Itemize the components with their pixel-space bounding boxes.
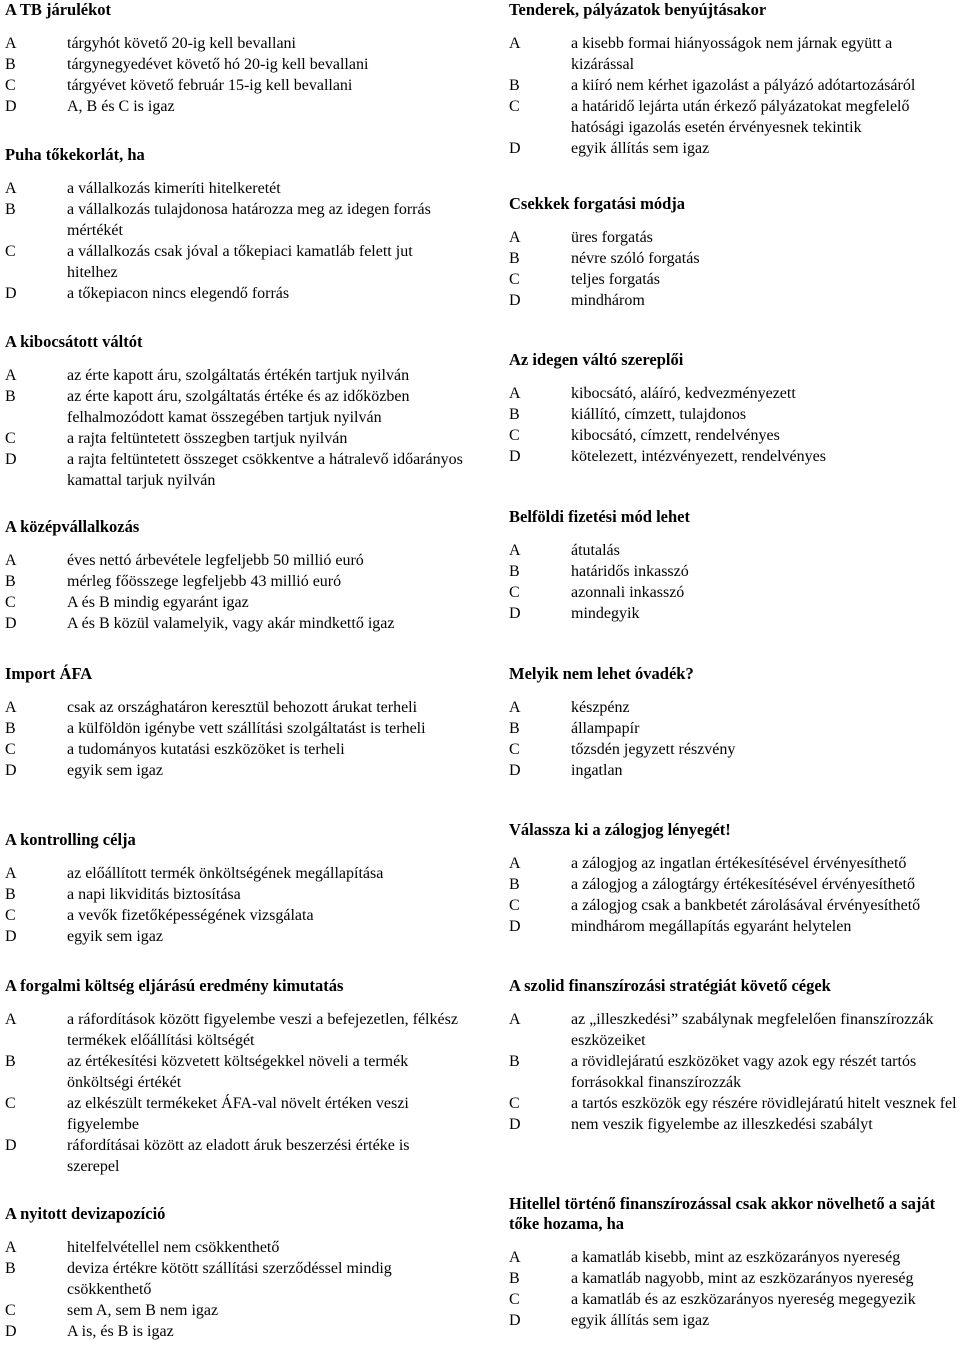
option-letter: C	[509, 1291, 520, 1308]
option-text: a tőkepiacon nincs elegendő forrás	[67, 285, 290, 302]
option-letter: B	[5, 720, 16, 737]
answer-option-d	[509, 1310, 959, 1331]
option-letter: A	[5, 35, 17, 52]
option-letter: C	[509, 584, 520, 601]
question-block	[509, 507, 959, 624]
option-text: tárgyévet követő február 15-ig kell bevallani	[67, 77, 353, 94]
option-letter: C	[509, 741, 520, 758]
question-block	[5, 0, 465, 117]
option-text: a zálogjog az ingatlan értékesítésével érvényesíthető	[571, 855, 907, 872]
option-text: a napi likviditás biztosítása	[67, 886, 241, 903]
option-letter: C	[509, 98, 520, 115]
answer-option-d	[509, 290, 959, 311]
option-text: a határidő lejárta után érkező pályázatokat megfelelő hatósági igazolás esetén érvényesnek tekintik	[571, 98, 910, 136]
answer-options	[5, 365, 465, 491]
question-title: A szolid finanszírozási stratégiát követő cégek	[509, 976, 831, 995]
answer-option-d	[5, 926, 465, 947]
option-letter: B	[509, 720, 520, 737]
option-text: teljes forgatás	[571, 271, 661, 288]
option-text: a vállalkozás kimeríti hitelkeretét	[67, 180, 281, 197]
option-letter: A	[5, 552, 17, 569]
option-letter: D	[5, 285, 17, 302]
option-letter: D	[5, 1137, 17, 1154]
answer-option-d	[5, 96, 465, 117]
option-text: az érte kapott áru, szolgáltatás értéke és az időközben felhalmozódott kamat összegében tartjuk nyilván	[67, 388, 410, 426]
option-letter: C	[5, 77, 16, 94]
answer-options	[509, 540, 959, 624]
question-block	[509, 976, 959, 1135]
option-text: mindegyik	[571, 605, 640, 622]
option-text: kötelezett, intézvényezett, rendelvényes	[571, 448, 826, 465]
option-letter: C	[5, 430, 16, 447]
option-text: névre szóló forgatás	[571, 250, 700, 267]
option-text: A és B közül valamelyik, vagy akár mindkettő igaz	[67, 615, 395, 632]
option-letter: D	[5, 928, 17, 945]
option-letter: C	[5, 1302, 16, 1319]
option-text: tárgyhót követő 20-ig kell bevallani	[67, 35, 296, 52]
option-letter: C	[509, 271, 520, 288]
option-text: éves nettó árbevétele legfeljebb 50 millió euró	[67, 552, 364, 569]
answer-option-a	[509, 540, 959, 561]
answer-option-b	[509, 75, 959, 96]
answer-option-a	[5, 697, 465, 718]
option-text: mindhárom	[571, 292, 645, 309]
answer-option-a	[5, 1237, 465, 1258]
option-letter: B	[5, 388, 16, 405]
option-letter: D	[509, 140, 521, 157]
answer-option-b	[5, 199, 465, 241]
option-text: A és B mindig egyaránt igaz	[67, 594, 249, 611]
option-letter: B	[509, 1053, 520, 1070]
answer-option-a	[509, 1247, 959, 1268]
answer-options	[509, 853, 959, 937]
answer-options	[5, 178, 465, 304]
option-letter: B	[509, 406, 520, 423]
question-title: Belföldi fizetési mód lehet	[509, 507, 691, 526]
option-text: üres forgatás	[571, 229, 653, 246]
option-text: készpénz	[571, 699, 630, 716]
option-text: a tartós eszközök egy részére rövidlejáratú hitelt vesznek fel	[571, 1095, 957, 1112]
answer-option-b	[5, 1258, 465, 1300]
option-text: a kamatláb nagyobb, mint az eszközarányos nyereség	[571, 1270, 914, 1287]
answer-options	[5, 1009, 465, 1177]
option-letter: A	[5, 367, 17, 384]
answer-option-d	[509, 138, 959, 159]
answer-option-c	[5, 75, 465, 96]
answer-option-a	[5, 178, 465, 199]
answer-option-d	[509, 916, 959, 937]
option-letter: B	[5, 886, 16, 903]
answer-option-d	[509, 446, 959, 467]
option-letter: A	[5, 1011, 17, 1028]
option-text: a ráfordítások között figyelembe veszi a befejezetlen, félkész termékek előállítási költségét	[67, 1011, 458, 1049]
answer-option-c	[5, 739, 465, 760]
question-block	[509, 1194, 959, 1331]
option-letter: D	[5, 451, 17, 468]
question-block	[509, 194, 959, 311]
question-title: A kibocsátott váltót	[5, 332, 143, 351]
question-block	[5, 976, 465, 1177]
answer-option-a	[509, 383, 959, 404]
answer-option-c	[5, 905, 465, 926]
answer-option-c	[509, 739, 959, 760]
option-letter: B	[509, 77, 520, 94]
option-text: sem A, sem B nem igaz	[67, 1302, 219, 1319]
option-letter: D	[5, 615, 17, 632]
answer-option-d	[5, 1135, 465, 1177]
option-text: mérleg főösszege legfeljebb 43 millió euró	[67, 573, 342, 590]
answer-option-a	[5, 33, 465, 54]
option-text: a kisebb formai hiányosságok nem járnak együtt a kizárással	[571, 35, 893, 73]
option-text: a külföldön igénybe vett szállítási szolgáltatást is terheli	[67, 720, 426, 737]
question-title: Válassza ki a zálogjog lényegét!	[509, 820, 731, 839]
answer-option-a	[5, 365, 465, 386]
option-text: a zálogjog a zálogtárgy értékesítésével érvényesíthető	[571, 876, 915, 893]
answer-option-c	[509, 1289, 959, 1310]
question-title: A középvállalkozás	[5, 517, 140, 536]
question-title: Puha tőkekorlát, ha	[5, 145, 145, 164]
answer-option-b	[5, 54, 465, 75]
question-block	[509, 350, 959, 467]
option-letter: A	[5, 1239, 17, 1256]
question-title: Csekkek forgatási módja	[509, 194, 685, 213]
option-letter: D	[509, 448, 521, 465]
option-letter: C	[5, 1095, 16, 1112]
answer-options	[509, 1247, 959, 1331]
answer-option-b	[5, 718, 465, 739]
answer-options	[509, 227, 959, 311]
option-text: a zálogjog csak a bankbetét zárolásával érvényesíthető	[571, 897, 921, 914]
option-text: az „illeszkedési” szabálynak megfelelően finanszírozzák eszközeiket	[571, 1011, 934, 1049]
answer-options	[509, 383, 959, 467]
answer-option-c	[509, 1093, 959, 1114]
answer-option-b	[5, 571, 465, 592]
answer-option-b	[509, 404, 959, 425]
option-letter: B	[5, 56, 16, 73]
option-text: határidős inkasszó	[571, 563, 689, 580]
option-text: tőzsdén jegyzett részvény	[571, 741, 736, 758]
option-letter: A	[509, 1249, 521, 1266]
option-letter: A	[5, 865, 17, 882]
option-letter: D	[5, 1323, 17, 1340]
answer-option-b	[509, 248, 959, 269]
question-block	[509, 0, 959, 159]
option-letter: B	[509, 876, 520, 893]
option-text: az érte kapott áru, szolgáltatás értékén tartjuk nyilván	[67, 367, 410, 384]
answer-option-d	[509, 760, 959, 781]
option-text: deviza értékre kötött szállítási szerződéssel mindig csökkenthető	[67, 1260, 392, 1298]
option-letter: D	[5, 762, 17, 779]
question-block	[5, 1204, 465, 1342]
option-letter: B	[5, 201, 16, 218]
answer-options	[5, 33, 465, 117]
option-letter: B	[509, 250, 520, 267]
option-letter: D	[509, 1312, 521, 1329]
answer-option-c	[5, 241, 465, 283]
option-letter: C	[509, 897, 520, 914]
option-text: kibocsátó, címzett, rendelvényes	[571, 427, 780, 444]
answer-option-a	[5, 1009, 465, 1051]
answer-option-b	[509, 561, 959, 582]
option-text: a vállalkozás csak jóval a tőkepiaci kamatláb felett jut hitelhez	[67, 243, 413, 281]
answer-option-b	[5, 884, 465, 905]
option-text: A is, és B is igaz	[67, 1323, 174, 1340]
answer-option-d	[509, 1114, 959, 1135]
answer-option-d	[5, 613, 465, 634]
answer-option-c	[5, 1093, 465, 1135]
option-text: a kiíró nem kérhet igazolást a pályázó adótartozásáról	[571, 77, 916, 94]
answer-option-a	[509, 33, 959, 75]
question-title: Hitellel történő finanszírozással csak akkor növelhető a saját tőke hozama, ha	[509, 1194, 936, 1233]
answer-option-c	[5, 1300, 465, 1321]
question-block	[5, 332, 465, 491]
answer-option-d	[5, 449, 465, 491]
question-title: Tenderek, pályázatok benyújtásakor	[509, 0, 767, 19]
option-letter: A	[509, 35, 521, 52]
question-block	[5, 664, 465, 781]
option-letter: C	[509, 427, 520, 444]
option-text: csak az országhatáron keresztül behozott árukat terheli	[67, 699, 418, 716]
option-text: az elkészült termékeket ÁFA-val növelt értéken veszi figyelembe	[67, 1095, 409, 1133]
question-title: A nyitott devizapozíció	[5, 1204, 166, 1223]
answer-option-a	[5, 550, 465, 571]
option-text: a tudományos kutatási eszközöket is terheli	[67, 741, 345, 758]
option-text: A, B és C is igaz	[67, 98, 175, 115]
question-block	[5, 517, 465, 634]
option-letter: C	[5, 594, 16, 611]
question-title: A forgalmi költség eljárású eredmény kimutatás	[5, 976, 344, 995]
option-text: egyik állítás sem igaz	[571, 140, 710, 157]
answer-option-b	[509, 718, 959, 739]
option-text: a rövidlejáratú eszközöket vagy azok egy részét tartós forrásokkal finanszírozzák	[571, 1053, 917, 1091]
answer-option-c	[509, 582, 959, 603]
option-letter: A	[5, 699, 17, 716]
option-letter: A	[509, 385, 521, 402]
option-letter: D	[509, 1116, 521, 1133]
option-letter: C	[5, 907, 16, 924]
answer-options	[5, 863, 465, 947]
option-letter: A	[509, 542, 521, 559]
option-letter: C	[5, 741, 16, 758]
answer-option-c	[5, 592, 465, 613]
option-text: hitelfelvétellel nem csökkenthető	[67, 1239, 280, 1256]
option-text: a rajta feltüntetett összegben tartjuk nyilván	[67, 430, 348, 447]
option-letter: C	[509, 1095, 520, 1112]
answer-option-c	[509, 425, 959, 446]
option-text: egyik sem igaz	[67, 928, 163, 945]
answer-option-a	[509, 697, 959, 718]
answer-option-d	[509, 603, 959, 624]
answer-option-c	[509, 96, 959, 138]
question-title: Melyik nem lehet óvadék?	[509, 664, 694, 683]
option-text: ingatlan	[571, 762, 623, 779]
answer-option-b	[509, 874, 959, 895]
option-letter: A	[5, 180, 17, 197]
option-text: a kamatláb kisebb, mint az eszközarányos nyereség	[571, 1249, 901, 1266]
option-letter: A	[509, 699, 521, 716]
answer-option-c	[509, 269, 959, 290]
option-text: mindhárom megállapítás egyaránt helytelen	[571, 918, 852, 935]
answer-option-d	[5, 760, 465, 781]
option-letter: B	[5, 1260, 16, 1277]
option-text: az előállított termék önköltségének megállapítása	[67, 865, 384, 882]
question-block	[509, 664, 959, 781]
answer-option-a	[509, 227, 959, 248]
answer-option-d	[5, 283, 465, 304]
question-title: Import ÁFA	[5, 664, 93, 683]
question-title: A kontrolling célja	[5, 830, 136, 849]
option-text: egyik állítás sem igaz	[571, 1312, 710, 1329]
answer-options	[5, 1237, 465, 1342]
option-text: a kamatláb és az eszközarányos nyereség megegyezik	[571, 1291, 916, 1308]
option-letter: D	[509, 605, 521, 622]
option-text: átutalás	[571, 542, 620, 559]
option-text: egyik sem igaz	[67, 762, 163, 779]
answer-options	[5, 550, 465, 634]
option-text: a vevők fizetőképességének vizsgálata	[67, 907, 314, 924]
question-block	[5, 145, 465, 304]
answer-option-c	[5, 428, 465, 449]
option-letter: D	[509, 762, 521, 779]
answer-options	[5, 697, 465, 781]
option-text: ráfordításai között az eladott áruk beszerzési értéke is szerepel	[67, 1137, 410, 1175]
answer-option-b	[509, 1268, 959, 1289]
option-letter: C	[5, 243, 16, 260]
option-letter: D	[509, 292, 521, 309]
question-block	[5, 830, 465, 947]
option-text: a vállalkozás tulajdonosa határozza meg az idegen forrás mértékét	[67, 201, 431, 239]
answer-options	[509, 33, 959, 159]
option-text: a rajta feltüntetett összeget csökkentve a hátralevő időarányos kamattal tarjuk nyilván	[67, 451, 463, 489]
option-letter: B	[5, 573, 16, 590]
option-text: tárgynegyedévet követő hó 20-ig kell bevallani	[67, 56, 369, 73]
option-letter: B	[509, 563, 520, 580]
option-text: nem veszik figyelembe az illeszkedési szabályt	[571, 1116, 873, 1133]
question-title: Az idegen váltó szereplői	[509, 350, 684, 369]
option-text: kibocsátó, aláíró, kedvezményezett	[571, 385, 796, 402]
answer-option-b	[5, 1051, 465, 1093]
option-letter: B	[509, 1270, 520, 1287]
answer-option-b	[5, 386, 465, 428]
answer-option-a	[509, 1009, 959, 1051]
option-text: azonnali inkasszó	[571, 584, 685, 601]
answer-option-a	[509, 853, 959, 874]
option-text: az értékesítési közvetett költségekkel növeli a termék önköltségi értékét	[67, 1053, 409, 1091]
option-letter: A	[509, 229, 521, 246]
option-letter: D	[509, 918, 521, 935]
option-letter: A	[509, 1011, 521, 1028]
question-title: A TB járulékot	[5, 0, 112, 19]
answer-options	[509, 697, 959, 781]
option-text: állampapír	[571, 720, 640, 737]
question-block	[509, 820, 959, 937]
answer-options	[509, 1009, 959, 1135]
answer-option-c	[509, 895, 959, 916]
option-letter: D	[5, 98, 17, 115]
answer-option-d	[5, 1321, 465, 1342]
option-letter: B	[5, 1053, 16, 1070]
option-letter: A	[509, 855, 521, 872]
answer-option-a	[5, 863, 465, 884]
option-text: kiállító, címzett, tulajdonos	[571, 406, 747, 423]
answer-option-b	[509, 1051, 959, 1093]
